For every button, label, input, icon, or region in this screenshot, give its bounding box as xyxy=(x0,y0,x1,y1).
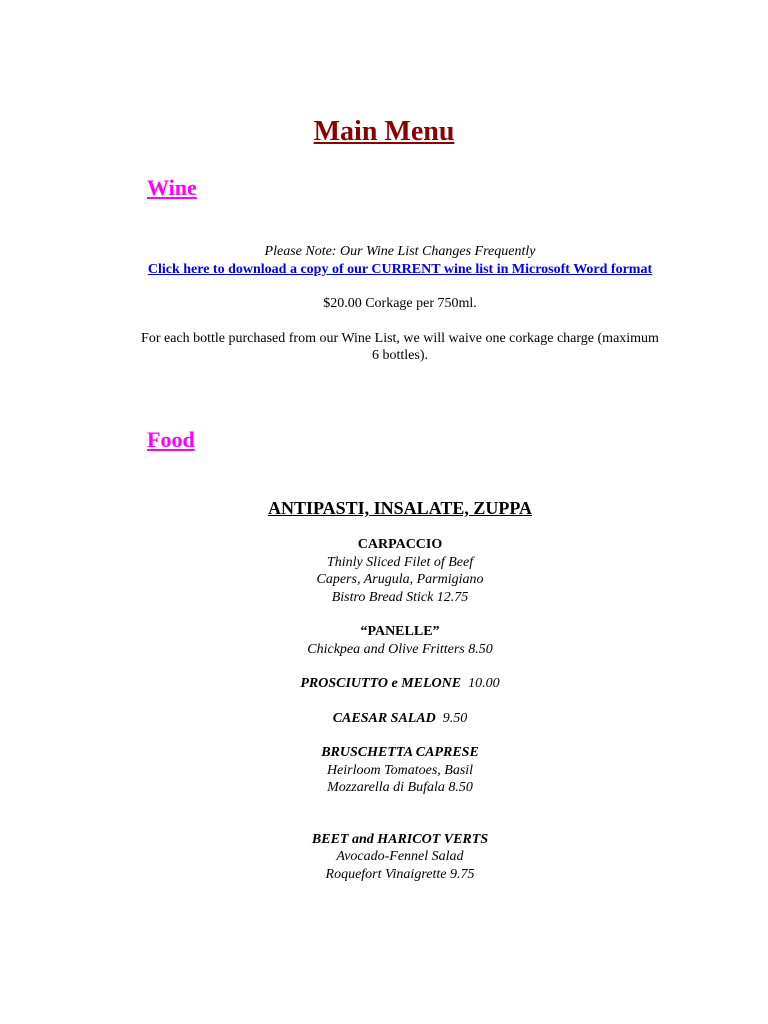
dish-line xyxy=(140,710,660,728)
dish-name: PROSCIUTTO e MELONE xyxy=(300,676,462,691)
dish-line xyxy=(140,675,660,693)
wine-section xyxy=(140,243,660,365)
dish-beet-haricot xyxy=(140,831,660,884)
dish-prosciutto xyxy=(140,675,660,693)
dish-description: Roquefort Vinaigrette 9.75 xyxy=(325,866,475,882)
dish-description: Capers, Arugula, Parmigiano xyxy=(316,572,484,587)
food-section xyxy=(140,496,660,900)
dish-name: CAESAR SALAD xyxy=(332,710,436,726)
wine-list-note: Please Note: Our Wine List Changes Frequently xyxy=(264,244,536,259)
dish-price: 10.00 xyxy=(468,676,500,691)
dish-name: BEET and HARICOT VERTS xyxy=(311,831,489,847)
dish-description: Bistro Bread Stick 12.75 xyxy=(331,589,469,605)
dish-name: “PANELLE” xyxy=(360,624,440,639)
dish-panelle xyxy=(140,623,660,658)
food-heading: Food xyxy=(147,427,195,452)
wine-heading: Wine xyxy=(147,175,197,200)
dish-caesar-salad xyxy=(140,710,660,728)
dish-name: CARPACCIO xyxy=(357,537,443,552)
dish-name: BRUSCHETTA CAPRESE xyxy=(321,745,479,760)
dish-price: 9.50 xyxy=(442,710,468,726)
dish-description: Heirloom Tomatoes, Basil xyxy=(326,762,474,778)
food-subtitle: ANTIPASTI, INSALATE, ZUPPA xyxy=(267,498,533,518)
page-title: Main Menu xyxy=(313,116,455,147)
dish-description: Chickpea and Olive Fritters 8.50 xyxy=(307,641,493,657)
corkage-waiver-note: For each bottle purchased from our Wine List, we will waive one corkage charge (maximum 6 bottles). xyxy=(141,330,659,363)
dish-description: Thinly Sliced Filet of Beef xyxy=(326,554,474,570)
dish-description: Avocado-Fennel Salad xyxy=(336,849,464,864)
corkage-fee: $20.00 Corkage per 750ml. xyxy=(323,296,477,311)
dish-carpaccio xyxy=(140,536,660,606)
dish-description: Mozzarella di Bufala 8.50 xyxy=(327,780,473,795)
download-wine-list-link[interactable]: Click here to download a copy of our CURRENT wine list in Microsoft Word format xyxy=(147,261,653,277)
dish-bruschetta xyxy=(140,744,660,797)
